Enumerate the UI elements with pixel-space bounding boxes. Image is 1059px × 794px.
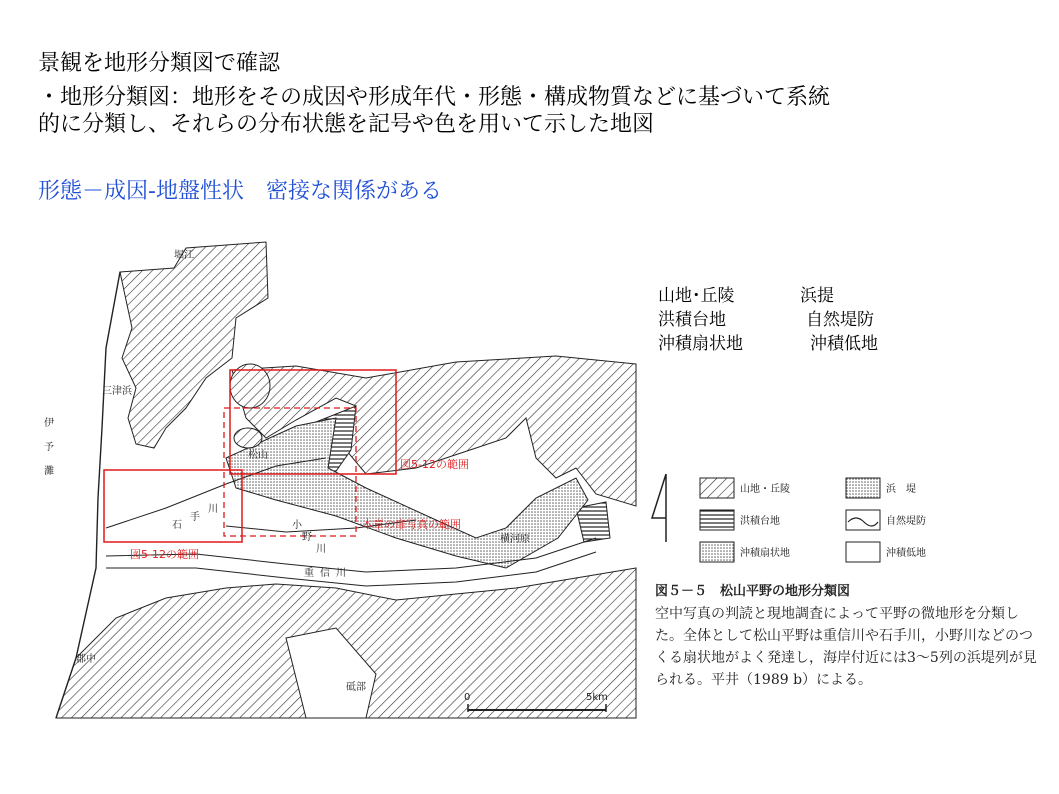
label-horie: 堀江 (174, 250, 194, 261)
label-tobe: 砥部 (346, 682, 366, 693)
definition-line-1: ・地形分類図：地形をその成因や形成年代・形態・構成物質などに基づいて系統 (38, 85, 831, 110)
caption-title: 図５－５ 松山平野の地形分類図 (655, 584, 851, 599)
label-ono2: 野 (302, 532, 312, 543)
range-rect-west (104, 470, 242, 542)
label-shigenobu1: 重 (304, 568, 314, 579)
definition-text (38, 84, 1048, 138)
legend-levee: 自然堤防 (806, 310, 874, 330)
matsuyama-castle-hill (234, 428, 262, 448)
legend-terrace: 洪積台地 (658, 310, 726, 330)
label-gunchu: 郡中 (76, 654, 96, 665)
label-matsuyama: 松山 (248, 450, 268, 461)
range-label-north: 図5-12の範囲 (400, 458, 469, 471)
legend-swatch-lowland (846, 542, 880, 562)
legend-mountain: 山地･丘陵 (658, 286, 735, 306)
caption-body: 空中写真の判読と現地調査によって平野の微地形を分類した。全体として松山平野は重信川や石手川，小野川などのつくる扇状地がよく発達し，海岸付近には3～5列の浜堤列が見られる。平井（1989 b）による。 (655, 606, 1037, 688)
label-iyo2: 予 (44, 442, 54, 453)
north-arrow-icon (652, 474, 666, 542)
figure-caption (655, 583, 1040, 691)
legend-swatch-mountain (700, 478, 734, 498)
label-shigenobu3: 川 (336, 568, 346, 579)
legend-lowland: 沖積低地 (810, 334, 878, 354)
label-nada: 灘 (44, 466, 54, 477)
legend-label-lowland: 沖積低地 (886, 548, 926, 559)
definition-line-2: 的に分類し、それらの分布状態を記号や色を用いて示した地図 (38, 112, 655, 137)
label-ono3: 川 (316, 544, 326, 555)
slide-title: 景観を地形分類図で確認 (38, 51, 281, 76)
legend-beach: 浜提 (800, 286, 834, 306)
label-ishite2: 手 (190, 512, 200, 523)
label-iyo: 伊 (44, 418, 54, 429)
legend-swatch-fan (700, 542, 734, 562)
legend-label-beach: 浜 堤 (886, 484, 916, 495)
legend-label-levee: 自然堤防 (886, 516, 926, 527)
label-ono1: 小 (292, 520, 302, 531)
scale-five: 5km (586, 692, 608, 703)
scale-zero: 0 (464, 692, 471, 703)
label-mitsuhama: 三津浜 (102, 386, 132, 397)
label-yokogawara: 横河原 (500, 534, 530, 545)
range-label-west: 図5-12の範囲 (130, 548, 199, 561)
legend-label-fan: 沖積扇状地 (740, 548, 790, 559)
label-ishite3: 川 (208, 504, 218, 515)
legend-swatch-terrace (700, 510, 734, 530)
range-label-photo: 本章の扉写真の範囲 (362, 518, 461, 531)
legend-swatch-beach (846, 478, 880, 498)
label-shigenobu2: 信 (320, 568, 330, 579)
legend-label-mountain: 山地・丘陵 (740, 484, 790, 495)
legend-fan: 沖積扇状地 (658, 334, 743, 354)
slide-subtitle: 形態－成因-地盤性状 密接な関係がある (38, 179, 442, 204)
legend-label-terrace: 洪積台地 (740, 516, 780, 527)
label-ishite: 石 (172, 520, 182, 531)
